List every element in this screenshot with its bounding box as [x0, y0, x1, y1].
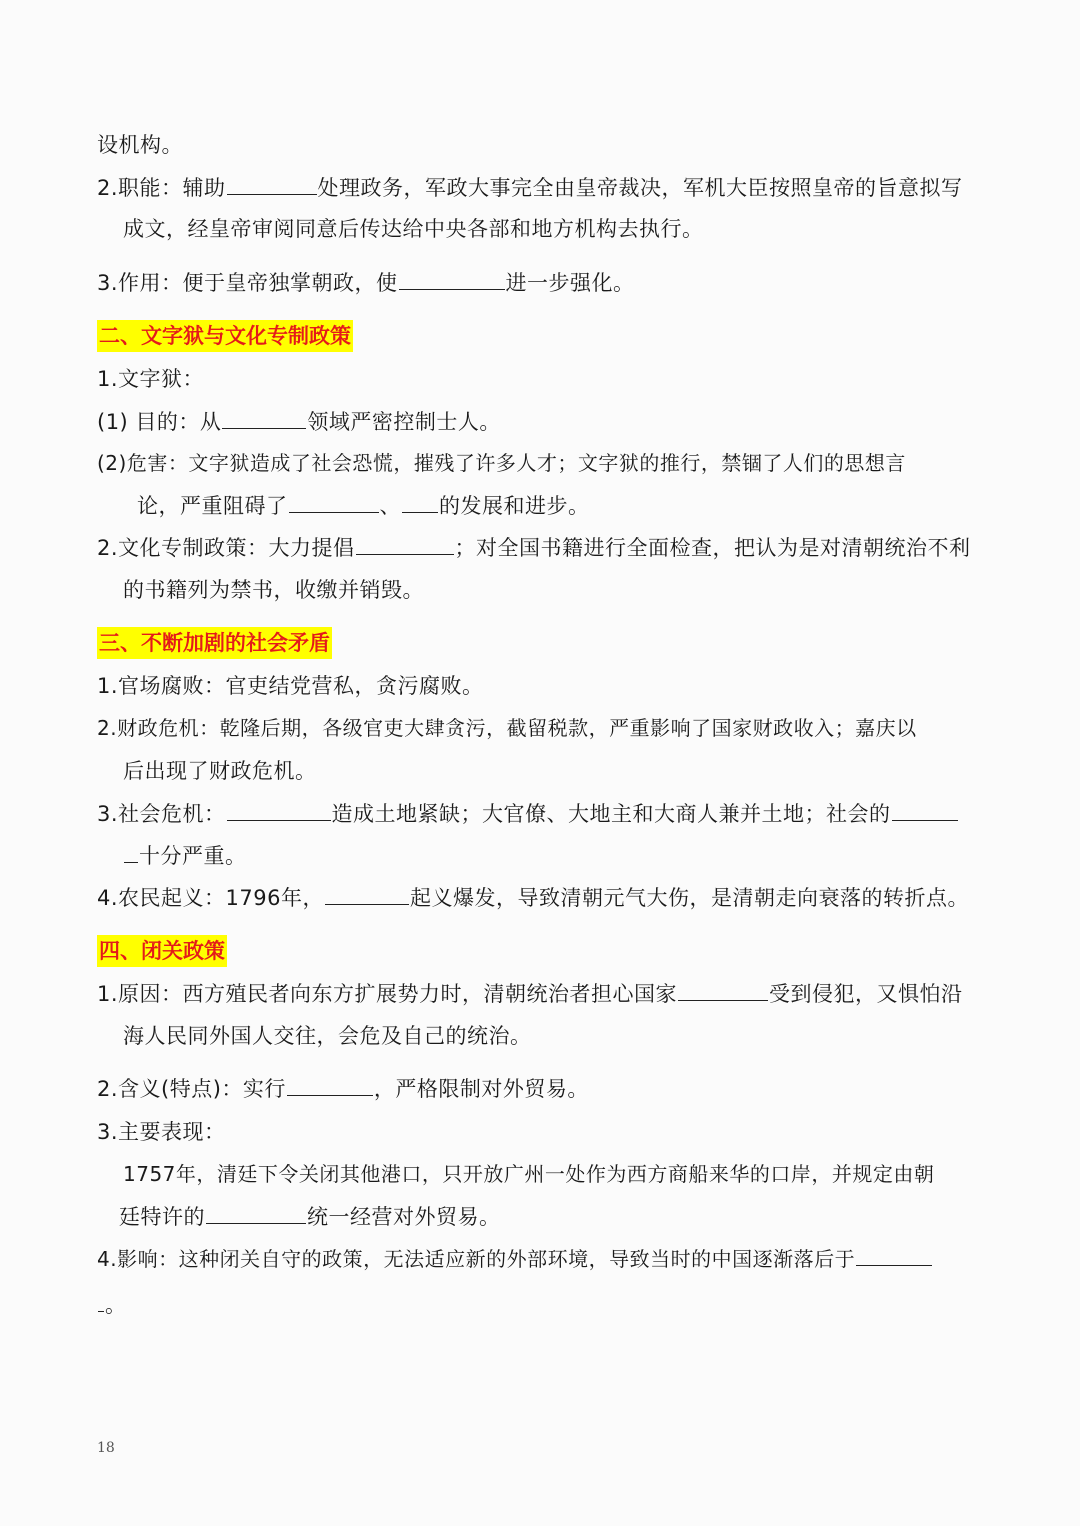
text-line [123, 1159, 982, 1189]
fill-blank [124, 840, 138, 863]
fill-blank [325, 882, 409, 905]
text-line [97, 267, 982, 298]
text: 1.文字狱： [97, 367, 205, 391]
text-line [97, 130, 982, 160]
text: (1) 目的：从 [97, 410, 222, 434]
text: 十分严重。 [139, 844, 247, 868]
text-line [123, 840, 982, 871]
text: 2.财政危机：乾隆后期，各级官吏大肆贪污，截留税款，严重影响了国家财政收入；嘉庆以 [97, 716, 917, 740]
text: 2.职能：辅助 [97, 176, 226, 200]
fill-blank [206, 1201, 306, 1224]
text: 的书籍列为禁书，收缴并销毁。 [123, 578, 424, 602]
text-line [97, 671, 982, 701]
fill-blank [98, 1289, 104, 1312]
text-line [123, 575, 982, 605]
text-line [97, 448, 982, 478]
text: 海人民同外国人交往，会危及自己的统治。 [123, 1024, 532, 1048]
text: 1757年，清廷下令关闭其他港口，只开放广州一处作为西方商船来华的口岸，并规定由朝 [123, 1162, 935, 1186]
text-line [97, 882, 982, 913]
text: 起义爆发，导致清朝元气大伤，是清朝走向衰落的转折点。 [409, 886, 969, 910]
fill-blank [222, 406, 306, 429]
text: 4.农民起义：1796年， [97, 886, 324, 910]
text: 2.含义(特点)：实行 [97, 1077, 286, 1101]
text: 2.文化专制政策：大力提倡 [97, 536, 355, 560]
text-line [123, 1021, 982, 1051]
text-line [97, 364, 982, 394]
fill-blank [856, 1243, 932, 1266]
text: 进一步强化。 [505, 271, 635, 295]
text: 论，严重阻碍了 [137, 494, 288, 518]
text: 处理政务，军政大事完全由皇帝裁决，军机大臣按照皇帝的旨意拟写 [317, 176, 963, 200]
text: 3.社会危机： [97, 802, 226, 826]
text-line [119, 1201, 982, 1232]
text: 3.主要表现： [97, 1120, 226, 1144]
text: 、 [379, 494, 401, 518]
text: 造成土地紧缺；大官僚、大地主和大商人兼并土地；社会的 [331, 802, 891, 826]
fill-blank [399, 267, 505, 290]
text-line [97, 978, 982, 1009]
page-number: 18 [97, 1440, 115, 1456]
fill-blank [892, 798, 958, 821]
text-line [97, 1073, 982, 1104]
text: 后出现了财政危机。 [123, 759, 317, 783]
fill-blank [227, 172, 317, 195]
section-heading: 四、闭关政策 [97, 935, 227, 967]
text-line [137, 490, 982, 521]
text-line [97, 713, 982, 743]
text: 1.原因：西方殖民者向东方扩展势力时，清朝统治者担心国家 [97, 982, 678, 1006]
text: ，严格限制对外贸易。 [373, 1077, 589, 1101]
text: 廷特许的 [119, 1205, 205, 1229]
fill-blank [356, 532, 454, 555]
text-line [97, 406, 982, 437]
text: 领域严密控制士人。 [307, 410, 501, 434]
text-line [97, 1289, 982, 1320]
text-line [97, 1243, 982, 1274]
fill-blank [227, 798, 331, 821]
text-line [97, 1117, 982, 1147]
text-line [97, 532, 982, 563]
text: 1.官场腐败：官吏结党营私，贪污腐败。 [97, 674, 484, 698]
text-line [97, 798, 982, 829]
text-line [123, 214, 982, 244]
fill-blank [287, 1073, 373, 1096]
text: 成文，经皇帝审阅同意后传达给中央各部和地方机构去执行。 [123, 217, 704, 241]
text: 设机构。 [97, 133, 183, 157]
text: 统一经营对外贸易。 [307, 1205, 501, 1229]
text: 。 [105, 1293, 127, 1317]
fill-blank [289, 490, 379, 513]
section-heading: 二、文字狱与文化专制政策 [97, 320, 353, 352]
text: ；对全国书籍进行全面检查，把认为是对清朝统治不利 [454, 536, 971, 560]
text: (2)危害：文字狱造成了社会恐慌，摧残了许多人才；文字狱的推行，禁锢了人们的思想言 [97, 451, 906, 475]
text-line [97, 172, 982, 203]
text: 3.作用：便于皇帝独掌朝政，使 [97, 271, 398, 295]
text: 受到侵犯，又惧怕沿 [769, 982, 963, 1006]
section-heading: 三、不断加剧的社会矛盾 [97, 627, 332, 659]
fill-blank [678, 978, 768, 1001]
text-line [123, 756, 982, 786]
text: 4.影响：这种闭关自守的政策，无法适应新的外部环境，导致当时的中国逐渐落后于 [97, 1247, 856, 1271]
text: 的发展和进步。 [439, 494, 590, 518]
fill-blank [402, 490, 438, 513]
